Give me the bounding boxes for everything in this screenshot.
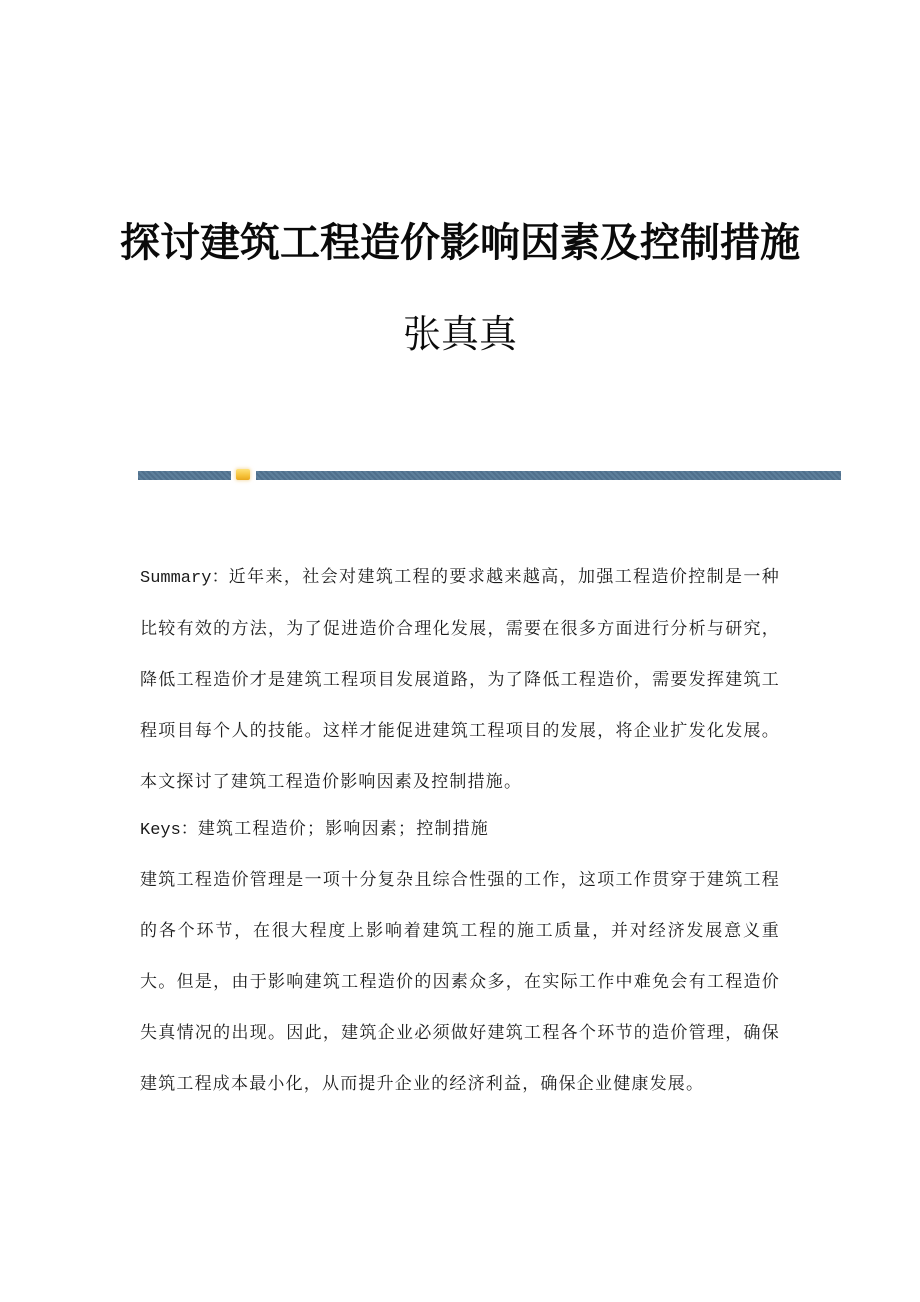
author-name: 张真真 — [402, 312, 517, 356]
section-divider — [138, 470, 841, 480]
keywords-text: 建筑工程造价；影响因素；控制措施 — [197, 819, 490, 839]
intro-paragraph: 建筑工程造价管理是一项十分复杂且综合性强的工作，这项工作贯穿于建筑工程的各个环节，在很大程度上影响着建筑工程的施工质量，并对经济发展意义重大。但是，由于影响建筑工程造价的因素众多，在实际工作中难免会有工程造价失真情况的出现。因此，建筑企业必须做好建筑工程各个环节的造价管理，确保建筑工程成本最小化，从而提升企业的经济利益，确保企业健康发展。 — [140, 870, 780, 1094]
gold-gem-icon — [236, 469, 250, 480]
summary-paragraph — [140, 552, 780, 808]
summary-label: Summary： — [140, 569, 229, 588]
keywords-paragraph — [140, 804, 780, 856]
keywords-block — [140, 804, 780, 856]
document-title: 探讨建筑工程造价影响因素及控制措施 — [120, 218, 800, 266]
summary-text: 近年来，社会对建筑工程的要求越来越高，加强工程造价控制是一种比较有效的方法，为了促进造价合理化发展，需要在很多方面进行分析与研究，降低工程造价才是建筑工程项目发展道路，为了降低工程造价，需要发挥建筑工程项目每个人的技能。这样才能促进建筑工程项目的发展，将企业扩发化发展。本文探讨了建筑工程造价影响因素及控制措施。 — [140, 567, 780, 792]
divider-bar-right — [256, 471, 841, 480]
divider-bar-left — [138, 471, 231, 480]
intro-block — [140, 855, 780, 1110]
keywords-label: Keys： — [140, 821, 198, 840]
summary-block — [140, 552, 780, 808]
